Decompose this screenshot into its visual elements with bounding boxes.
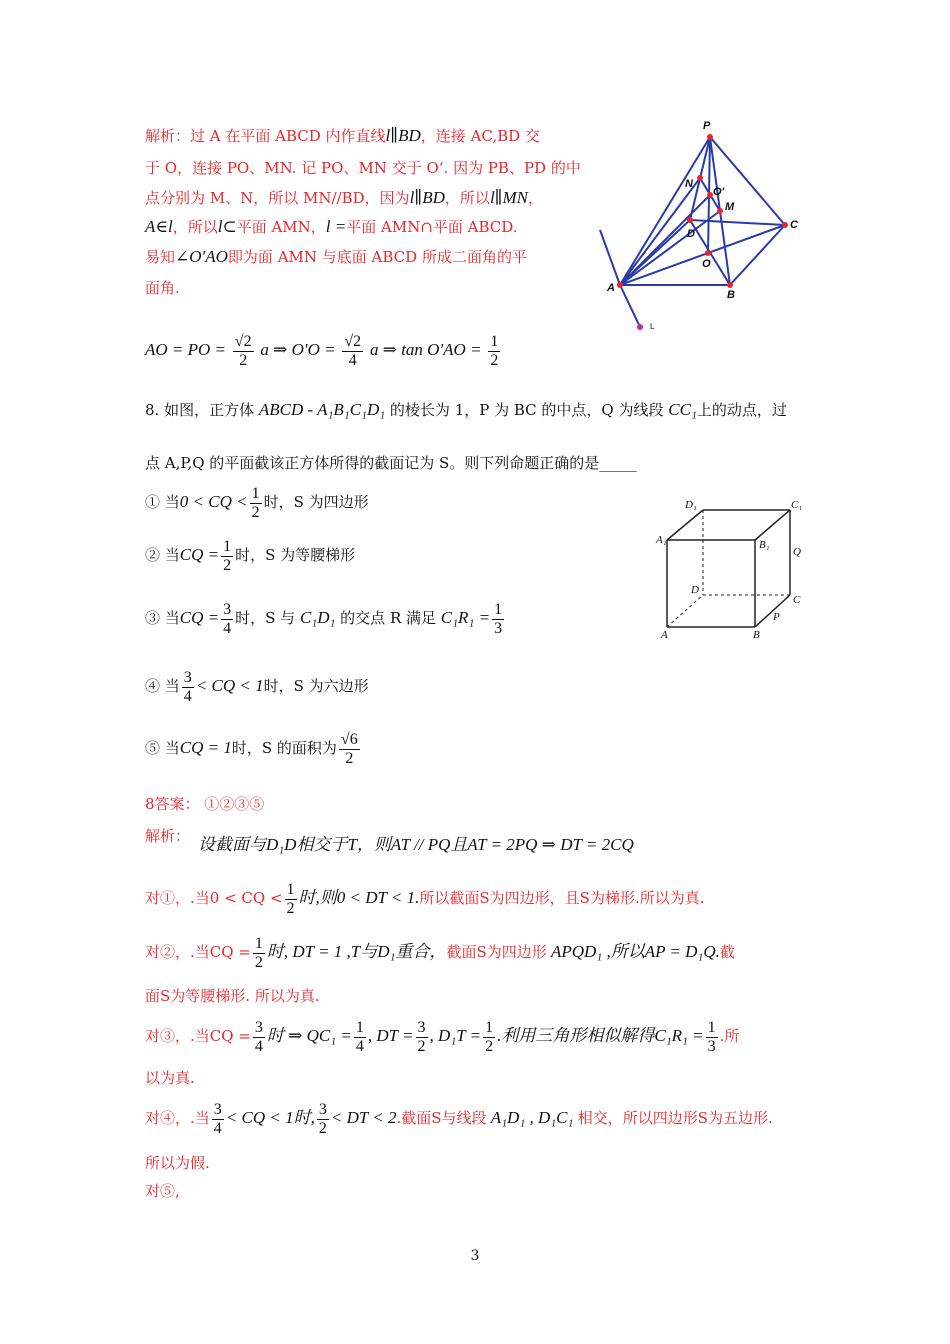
label-O: O bbox=[702, 258, 711, 270]
math: A₁D₁ , D₁C₁ bbox=[486, 1108, 578, 1127]
reason-3-cont: 以为真. bbox=[145, 1069, 195, 1087]
point-M bbox=[717, 208, 723, 214]
label-D: D bbox=[687, 228, 695, 240]
denominator: 3 bbox=[707, 1037, 716, 1055]
solution-label: 解析： bbox=[145, 827, 191, 845]
text: ④ 当 bbox=[145, 677, 180, 695]
fraction bbox=[492, 601, 504, 638]
reason-2 bbox=[145, 932, 735, 972]
denominator: 2 bbox=[485, 1037, 494, 1055]
label-N: N bbox=[685, 178, 693, 190]
numerator: 3 bbox=[254, 1018, 263, 1036]
math: C₁D₁ bbox=[299, 608, 336, 627]
edge-B1C1 bbox=[755, 510, 790, 540]
numerator: 3 bbox=[213, 1100, 222, 1118]
text: 对①，.当0 < CQ < bbox=[145, 889, 283, 907]
text: 平面 AMN， bbox=[236, 218, 326, 236]
denominator: 2 bbox=[239, 351, 248, 369]
reason-2-cont: 面S为等腰梯形. 所以为真. bbox=[145, 987, 320, 1005]
text: 易知 bbox=[145, 248, 176, 266]
text: ⑤ 当 bbox=[145, 739, 180, 757]
label-D1: D₁ bbox=[685, 499, 697, 511]
text: ② 当 bbox=[145, 546, 180, 564]
math: ∠O′AO bbox=[175, 247, 228, 266]
label-B1: B₁ bbox=[759, 539, 770, 551]
text: .截面S与线段 bbox=[396, 1109, 487, 1127]
numerator: 1 bbox=[494, 600, 503, 618]
problem-stem-1 bbox=[145, 395, 787, 425]
label-O1: O′ bbox=[713, 186, 725, 198]
denominator: 4 bbox=[355, 1037, 364, 1055]
denominator: 2 bbox=[286, 899, 295, 917]
denominator: 4 bbox=[183, 687, 192, 705]
label-A1: A₁ bbox=[656, 534, 667, 546]
edge-A1D1 bbox=[667, 510, 703, 540]
label-P: P bbox=[773, 611, 780, 623]
text: 的交点 R 满足 bbox=[340, 609, 437, 627]
numerator: 1 bbox=[707, 1018, 716, 1036]
text: ，连接 AC,BD 交 bbox=[420, 127, 540, 145]
analysis-line-4 bbox=[145, 216, 518, 238]
denominator: 4 bbox=[348, 351, 357, 369]
label-L: L bbox=[650, 322, 655, 331]
math: l = bbox=[325, 217, 347, 236]
text: 对②，.当CQ = bbox=[145, 943, 251, 961]
edge-PA bbox=[620, 137, 710, 285]
line-l-down bbox=[620, 285, 640, 327]
option-1 bbox=[145, 482, 369, 522]
text: .所 bbox=[719, 1027, 740, 1045]
denominator: 4 bbox=[213, 1119, 222, 1137]
reason-4 bbox=[145, 1098, 773, 1138]
text: 平面 AMN∩平面 ABCD. bbox=[346, 218, 518, 236]
math: l∥MN bbox=[489, 188, 529, 207]
pyramid-figure bbox=[590, 115, 820, 340]
denominator: 2 bbox=[417, 1037, 426, 1055]
text: ，所以 bbox=[172, 218, 218, 236]
edge-AD bbox=[667, 595, 703, 627]
math: CQ = bbox=[179, 545, 220, 564]
analysis-line-2: 于 O，连接 PO、MN. 记 PO、MN 交于 O‘. 因为 PB、PD 的中 bbox=[145, 159, 581, 177]
math: a ⇒ O′O = bbox=[260, 340, 336, 359]
analysis-line-6: 面角. bbox=[145, 279, 180, 297]
math: A∈l bbox=[145, 217, 173, 236]
numerator: √2 bbox=[344, 332, 362, 350]
label-C: C bbox=[793, 594, 801, 606]
numerator: 1 bbox=[223, 537, 232, 555]
math: CC₁ bbox=[668, 400, 697, 419]
fraction bbox=[250, 485, 262, 522]
fraction bbox=[233, 333, 254, 370]
point-B bbox=[727, 282, 733, 288]
denominator: 2 bbox=[490, 351, 499, 369]
option-4 bbox=[145, 666, 369, 706]
math: l∥BD bbox=[409, 188, 445, 207]
denominator: 2 bbox=[223, 556, 232, 574]
fraction bbox=[483, 1019, 495, 1056]
page-number: 3 bbox=[470, 1248, 480, 1264]
math: CQ = 1 bbox=[179, 738, 232, 757]
fraction bbox=[253, 1019, 265, 1056]
text: 时，S 与 bbox=[235, 609, 296, 627]
solution-body bbox=[198, 833, 634, 857]
text: 截面S为四边形 bbox=[446, 943, 547, 961]
text: 对④，.当 bbox=[145, 1109, 210, 1127]
math: 时,则0 < DT < 1. bbox=[298, 888, 420, 907]
text: 时，S 为六边形 bbox=[263, 677, 369, 695]
point-N bbox=[697, 175, 703, 181]
math: < DT < 2 bbox=[330, 1108, 397, 1127]
edge-AC bbox=[620, 225, 785, 285]
option-5 bbox=[145, 728, 362, 768]
denominator: 4 bbox=[254, 1037, 263, 1055]
cube-figure bbox=[655, 495, 815, 645]
label-P: P bbox=[703, 120, 711, 132]
numerator: 3 bbox=[183, 668, 192, 686]
numerator: 1 bbox=[286, 880, 295, 898]
denominator: 4 bbox=[223, 619, 232, 637]
label-M: M bbox=[725, 201, 735, 213]
option-3 bbox=[145, 598, 506, 638]
math: < CQ < 1时, bbox=[225, 1108, 315, 1127]
denominator: 2 bbox=[254, 953, 263, 971]
edge-AM bbox=[620, 211, 720, 285]
numerator: 3 bbox=[417, 1018, 426, 1036]
label-B: B bbox=[753, 629, 760, 641]
point-P bbox=[707, 134, 713, 140]
point-L bbox=[637, 324, 643, 330]
text: 点分别为 M、N，所以 MN//BD，因为 bbox=[145, 189, 410, 207]
analysis-line-5 bbox=[145, 246, 527, 268]
fraction bbox=[212, 1101, 224, 1138]
label-D: D bbox=[691, 584, 699, 596]
text: 的棱长为 1，P 为 BC 的中点，Q 为线段 bbox=[389, 401, 664, 419]
fraction bbox=[182, 669, 194, 706]
label-Q: Q bbox=[793, 546, 801, 558]
text: ，所以 bbox=[444, 189, 490, 207]
text: 时，S 为四边形 bbox=[263, 493, 369, 511]
fraction bbox=[221, 538, 233, 575]
line-l-up bbox=[600, 230, 620, 285]
math: CQ = bbox=[179, 608, 220, 627]
math: C₁R₁ = bbox=[440, 608, 491, 627]
math: APQD₁ ,所以AP = D₁Q. bbox=[546, 942, 720, 961]
denominator: 2 bbox=[251, 503, 260, 521]
label-A: A bbox=[661, 629, 668, 641]
text: 相交，所以四边形S为五边形. bbox=[577, 1109, 773, 1127]
math: .利用三角形相似解得C₁R₁ = bbox=[497, 1026, 704, 1045]
fraction bbox=[354, 1019, 366, 1056]
math: a ⇒ tan O′AO = bbox=[369, 340, 482, 359]
denominator: 3 bbox=[494, 619, 503, 637]
math: l∥BD bbox=[385, 126, 421, 145]
math: 0 < CQ < bbox=[179, 492, 248, 511]
answer-line: 8答案： ①②③⑤ bbox=[145, 795, 265, 813]
math: 时 ⇒ QC₁ = bbox=[266, 1026, 352, 1045]
problem-stem-2: 点 A,P,Q 的平面截该正方体所得的截面记为 S。则下列命题正确的是_____ bbox=[145, 454, 637, 472]
text: 解析：过 A 在平面 ABCD 内作直线 bbox=[145, 127, 386, 145]
math: 时, DT = 1 ,T与D₁重合， bbox=[266, 942, 447, 961]
fraction bbox=[317, 1101, 329, 1138]
numerator: 1 bbox=[490, 332, 499, 350]
text: 所以截面S为四边形，且S为梯形.所以为真. bbox=[419, 889, 705, 907]
reason-3 bbox=[145, 1016, 739, 1056]
point-A bbox=[617, 282, 623, 288]
fraction bbox=[221, 601, 233, 638]
fraction bbox=[285, 881, 297, 918]
denominator: 2 bbox=[318, 1119, 327, 1137]
fraction bbox=[416, 1019, 428, 1056]
fraction bbox=[253, 935, 265, 972]
fraction bbox=[339, 731, 360, 768]
point-C bbox=[782, 222, 788, 228]
edge-AO1 bbox=[620, 195, 710, 285]
denominator: 2 bbox=[345, 749, 354, 767]
numerator: 3 bbox=[223, 600, 232, 618]
fraction bbox=[706, 1019, 718, 1056]
text: 截 bbox=[719, 943, 735, 961]
point-O bbox=[705, 250, 711, 256]
numerator: 1 bbox=[251, 484, 260, 502]
numerator: 1 bbox=[355, 1018, 364, 1036]
math: < CQ < 1 bbox=[195, 676, 264, 695]
text: 对③，.当CQ = bbox=[145, 1027, 251, 1045]
text: 8. 如图，正方体 bbox=[145, 401, 255, 419]
fraction bbox=[342, 333, 363, 370]
numerator: √2 bbox=[234, 332, 252, 350]
text: 时，S 的面积为 bbox=[231, 739, 337, 757]
text: ， bbox=[528, 189, 544, 207]
numerator: 3 bbox=[318, 1100, 327, 1118]
label-A: A bbox=[607, 282, 615, 294]
numerator: 1 bbox=[485, 1018, 494, 1036]
numerator: √6 bbox=[340, 730, 358, 748]
option-2 bbox=[145, 535, 355, 575]
fraction bbox=[488, 333, 500, 370]
label-C: C bbox=[790, 219, 798, 231]
text: ① 当 bbox=[145, 493, 180, 511]
formula-line bbox=[145, 330, 502, 370]
reason-4-cont: 所以为假. bbox=[145, 1154, 210, 1172]
reason-1 bbox=[145, 878, 705, 918]
point-D bbox=[687, 217, 693, 223]
math: 设截面与D₁D相交于T，则AT // PQ且AT = 2PQ ⇒ DT = 2CQ bbox=[198, 835, 634, 854]
math: AO = PO = bbox=[145, 340, 227, 359]
math: , D₁T = bbox=[429, 1026, 482, 1045]
math: ABCD - A₁B₁C₁D₁ bbox=[258, 400, 386, 419]
reason-5: 对⑤, bbox=[145, 1182, 180, 1200]
analysis-line-3 bbox=[145, 187, 543, 209]
numerator: 1 bbox=[254, 934, 263, 952]
text: 即为面 AMN 与底面 ABCD 所成二面角的平 bbox=[227, 248, 527, 266]
text: 时，S 为等腰梯形 bbox=[235, 546, 356, 564]
math: , DT = bbox=[367, 1026, 414, 1045]
analysis-line-1 bbox=[145, 125, 540, 147]
label-C1: C₁ bbox=[791, 499, 803, 511]
math: l⊂ bbox=[217, 217, 237, 236]
text: 上的动点，过 bbox=[696, 401, 787, 419]
text: ③ 当 bbox=[145, 609, 180, 627]
label-B: B bbox=[727, 289, 735, 301]
